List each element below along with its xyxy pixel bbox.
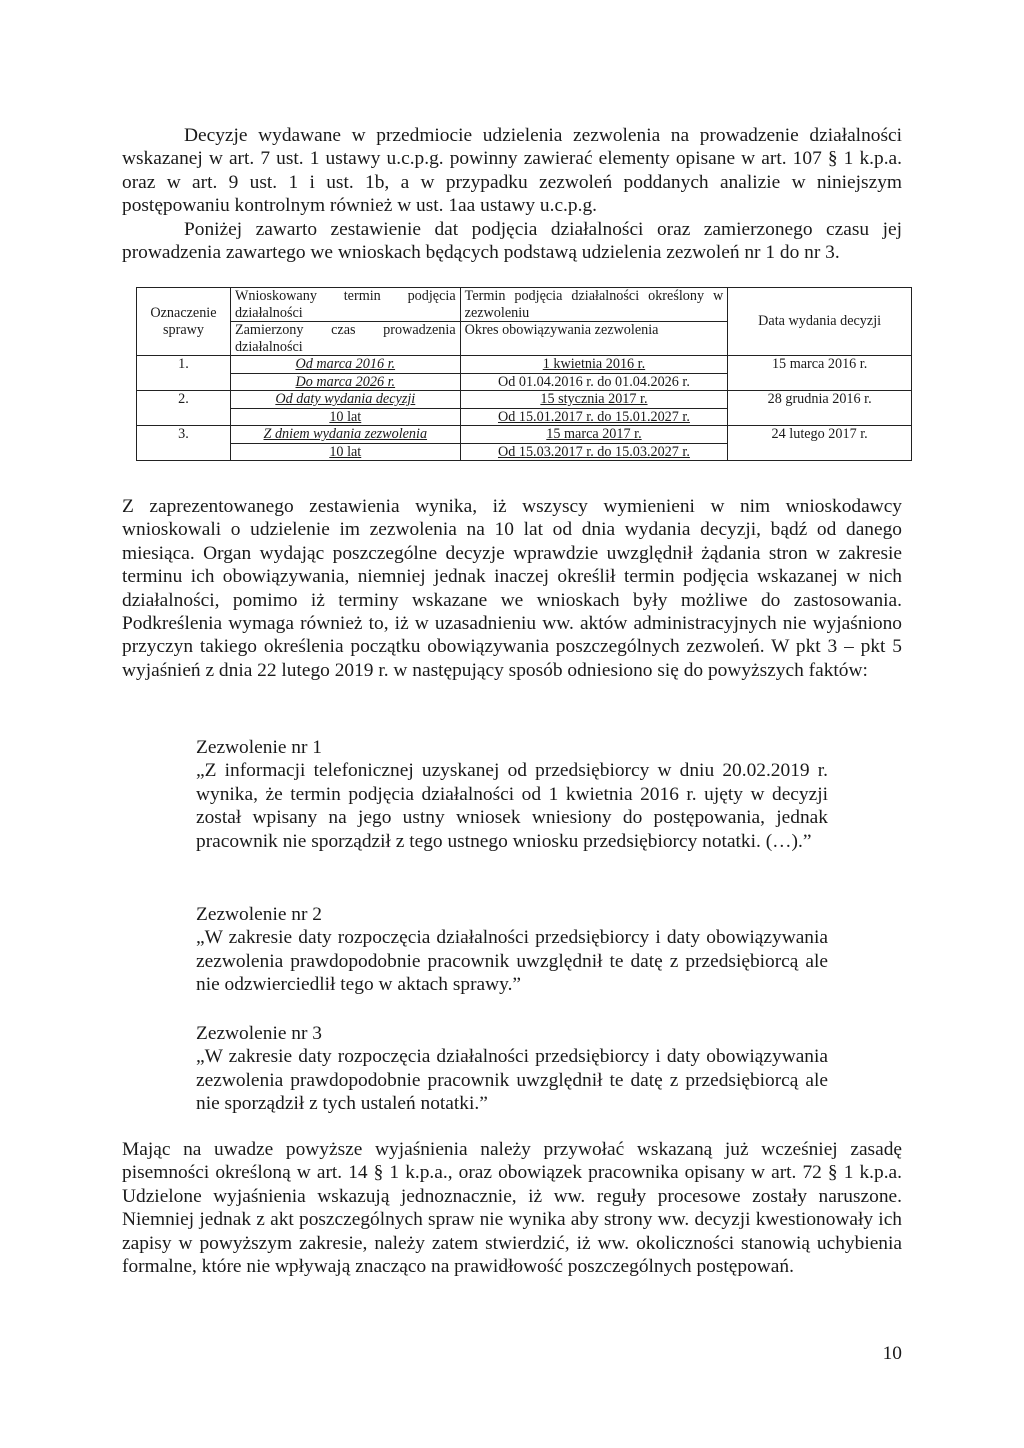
header-requested-start: Wnioskowany termin podjęcia działalności (230, 288, 460, 322)
cell-requested-duration: 10 lat (230, 408, 460, 426)
header-decision-date: Data wydania decyzji (728, 288, 912, 356)
quote-text: „Z informacji telefonicznej uzyskanej od przedsiębiorcy w dniu 20.02.2019 r. wynika, że termin podjęcia działalności od 1 kwietnia 2016 r. ujęty w decyzji został wpisany na jego ustny wniosek wniesiony do postępowania, jednak pracownik nie sporządził z tego ustnego wniosku przedsiębiorcy notatki. (…).” (196, 760, 828, 852)
cell-permit-period: Od 15.01.2017 r. do 15.01.2027 r. (460, 408, 728, 426)
cell-case-id: 2. (137, 391, 231, 426)
cell-requested-start: Od daty wydania decyzji (230, 391, 460, 409)
header-requested-duration: Zamierzony czas prowadzenia działalności (230, 322, 460, 356)
cell-case-id: 1. (137, 356, 231, 391)
cell-permit-period: Od 01.04.2016 r. do 01.04.2026 r. (460, 373, 728, 391)
table-row (137, 426, 912, 444)
cell-permit-start: 1 kwietnia 2016 r. (460, 356, 728, 374)
cell-decision-date: 28 grudnia 2016 r. (728, 391, 912, 426)
intro-paragraph-2: Poniżej zawarto zestawienie dat podjęcia działalności oraz zamierzonego czasu jej prowadzenia zawartego we wnioskach będących podstawą udzielenia zezwoleń nr 1 do nr 3. (122, 219, 902, 264)
cell-permit-start: 15 marca 2017 r. (460, 426, 728, 444)
analysis-paragraph: Z zaprezentowanego zestawienia wynika, iż wszyscy wymienieni w nim wnioskodawcy wnioskowali o udzielenie im zezwolenia na 10 lat od dnia wydania decyzji, bądź od danego miesiąca. Organ wydając poszczególne decyzje wprawdzie uwzględnił żądania stron w zakresie terminu ich obowiązywania, niemniej jednak inaczej określił termin podjęcia wskazanej w nich działalności, pomimo iż terminy wskazane we wnioskach były możliwe do zastosowania. Podkreślenia wymaga również to, iż w uzasadnieniu ww. aktów administracyjnych nie wyjaśniono przyczyn takiego określenia początku obowiązywania poszczególnych zezwoleń. W pkt 3 – pkt 5 wyjaśnień z dnia 22 lutego 2019 r. w następujący sposób odniesiono się do powyższych faktów: (122, 496, 902, 681)
quote-text: „W zakresie daty rozpoczęcia działalności przedsiębiorcy i daty obowiązywania zezwolenia prawdopodobnie pracownik uwzględnił te datę z przedsiębiorcą ale nie sporządził z tych ustaleń notatki.” (196, 1046, 828, 1115)
cell-requested-start: Od marca 2016 r. (230, 356, 460, 374)
cell-decision-date: 15 marca 2016 r. (728, 356, 912, 391)
intro-paragraph-1: Decyzje wydawane w przedmiocie udzielenia zezwolenia na prowadzenie działalności wskazanej w art. 7 ust. 1 ustawy u.c.p.g. powinny zawierać elementy opisane w art. 107 § 1 k.p.a. oraz w art. 9 ust. 1 i ust. 1b, a w przypadku zezwoleń poddanych analizie w niniejszym postępowaniu kontrolnym również w ust. 1aa ustawy u.c.p.g. (122, 125, 902, 217)
quote-title: Zezwolenie nr 1 (196, 737, 322, 758)
dates-table (136, 287, 912, 461)
quote-block-2 (196, 903, 828, 997)
quote-title: Zezwolenie nr 2 (196, 904, 322, 925)
table-row (137, 356, 912, 374)
cell-requested-start: Z dniem wydania zezwolenia (230, 426, 460, 444)
header-case-id: Oznaczenie sprawy (137, 288, 231, 356)
header-permit-start: Termin podjęcia działalności określony w zezwoleniu (460, 288, 728, 322)
cell-requested-duration: Do marca 2026 r. (230, 373, 460, 391)
cell-permit-period: Od 15.03.2017 r. do 15.03.2027 r. (460, 443, 728, 461)
conclusion-paragraph: Mając na uwadze powyższe wyjaśnienia należy przywołać wskazaną już wcześniej zasadę pisemności określoną w art. 14 § 1 k.p.a., oraz obowiązek pracownika opisany w art. 72 § 1 k.p.a. Udzielone wyjaśnienia wskazują jednoznacznie, iż ww. reguły procesowe zostały naruszone. Niemniej jednak z akt poszczególnych spraw nie wynika aby strony ww. decyzji kwestionowały ich zapisy w powyższym zakresie, należy zatem stwierdzić, iż ww. okoliczności stanowią uchybienia formalne, które nie wpływają znacząco na prawidłowość poszczególnych postępowań. (122, 1139, 902, 1278)
cell-requested-duration: 10 lat (230, 443, 460, 461)
quote-title: Zezwolenie nr 3 (196, 1023, 322, 1044)
page-number: 10 (882, 1343, 902, 1364)
table-row (137, 391, 912, 409)
cell-decision-date: 24 lutego 2017 r. (728, 426, 912, 461)
cell-permit-start: 15 stycznia 2017 r. (460, 391, 728, 409)
cell-case-id: 3. (137, 426, 231, 461)
header-permit-period: Okres obowiązywania zezwolenia (460, 322, 728, 356)
quote-block-1 (196, 736, 828, 853)
quote-text: „W zakresie daty rozpoczęcia działalności przedsiębiorcy i daty obowiązywania zezwolenia prawdopodobnie pracownik uwzględnił te datę z przedsiębiorcą ale nie odzwierciedlił tego w aktach sprawy.” (196, 927, 828, 996)
quote-block-3 (196, 1022, 828, 1116)
table-header-row (137, 288, 912, 322)
